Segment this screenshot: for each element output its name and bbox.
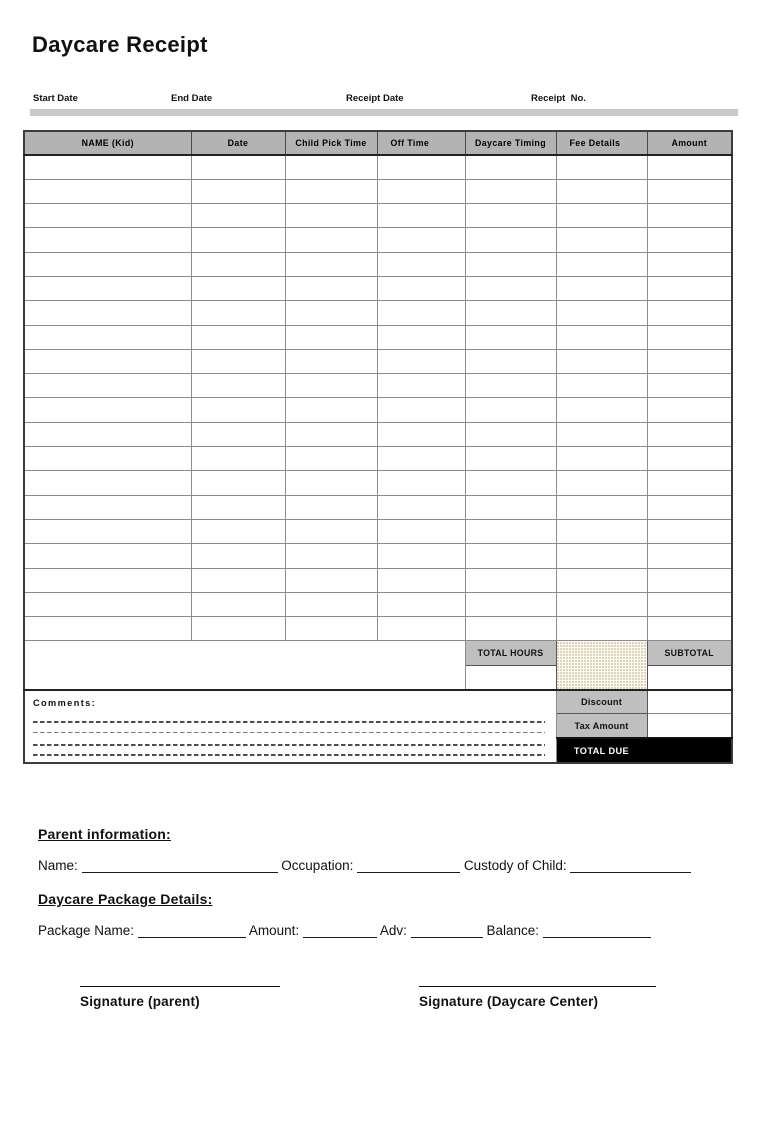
table-cell[interactable] (465, 592, 556, 616)
table-cell[interactable] (377, 301, 465, 325)
table-cell[interactable] (24, 568, 191, 592)
blank-area (24, 641, 465, 690)
table-cell[interactable] (465, 228, 556, 252)
table-cell[interactable] (556, 544, 647, 568)
table-row (24, 228, 732, 252)
adv-label: Adv: (379, 923, 407, 938)
table-header-row (24, 131, 732, 155)
table-cell[interactable] (285, 398, 377, 422)
receipt-date-label: Receipt Date (346, 93, 404, 104)
column-header-pick-time: Child Pick Time (285, 131, 377, 155)
table-cell[interactable] (24, 228, 191, 252)
signature-section (80, 986, 656, 1009)
table-cell[interactable] (465, 422, 556, 446)
parent-information-heading: Parent information: (38, 826, 171, 842)
table-cell[interactable] (191, 568, 285, 592)
table-cell[interactable] (285, 568, 377, 592)
table-cell[interactable] (647, 228, 732, 252)
table-cell[interactable] (647, 374, 732, 398)
table-cell[interactable] (24, 155, 191, 179)
table-cell[interactable] (556, 471, 647, 495)
column-header-off-time: Off Time (377, 131, 465, 155)
table-cell[interactable] (465, 155, 556, 179)
comments-cell[interactable] (24, 690, 556, 764)
table-row (24, 519, 732, 543)
meta-fields-row (0, 93, 762, 107)
table-cell[interactable] (191, 471, 285, 495)
table-cell[interactable] (377, 228, 465, 252)
table-cell[interactable] (377, 471, 465, 495)
table-cell[interactable] (377, 447, 465, 471)
table-cell[interactable] (191, 374, 285, 398)
table-cell[interactable] (647, 447, 732, 471)
discount-label-cell: Discount (556, 690, 647, 714)
table-cell[interactable] (556, 179, 647, 203)
custody-label: Custody of Child: (463, 858, 567, 873)
column-header-name: NAME (Kid) (24, 131, 191, 155)
table-cell[interactable] (377, 276, 465, 300)
table-cell[interactable] (377, 398, 465, 422)
table-cell[interactable] (24, 204, 191, 228)
column-header-date: Date (191, 131, 285, 155)
column-header-daycare-timing: Daycare Timing (465, 131, 556, 155)
table-cell[interactable] (465, 398, 556, 422)
table-row (24, 252, 732, 276)
table-cell[interactable] (377, 179, 465, 203)
tax-amount-value-cell[interactable] (647, 714, 732, 738)
amount-field[interactable] (303, 924, 377, 938)
table-cell[interactable] (556, 349, 647, 373)
table-cell[interactable] (377, 568, 465, 592)
table-cell[interactable] (24, 447, 191, 471)
table-cell[interactable] (377, 204, 465, 228)
table-cell[interactable] (377, 374, 465, 398)
table-cell[interactable] (556, 374, 647, 398)
table-cell[interactable] (377, 422, 465, 446)
total-hours-value-cell[interactable] (465, 665, 556, 689)
table-cell[interactable] (191, 447, 285, 471)
table-cell[interactable] (24, 179, 191, 203)
page-title: Daycare Receipt (32, 32, 208, 57)
total-hours-label-cell: TOTAL HOURS (465, 641, 556, 665)
amount-label: Amount: (248, 923, 300, 938)
table-row (24, 179, 732, 203)
table-cell[interactable] (191, 228, 285, 252)
table-cell[interactable] (24, 422, 191, 446)
table-cell[interactable] (285, 495, 377, 519)
custody-field[interactable] (570, 859, 691, 873)
subtotal-value-cell[interactable] (647, 665, 732, 689)
table-cell[interactable] (377, 617, 465, 641)
table-cell[interactable] (647, 252, 732, 276)
table-row (24, 276, 732, 300)
table-cell[interactable] (647, 155, 732, 179)
table-cell[interactable] (24, 276, 191, 300)
table-cell[interactable] (191, 301, 285, 325)
discount-row (24, 690, 732, 714)
table-cell[interactable] (24, 398, 191, 422)
table-cell[interactable] (191, 422, 285, 446)
table-cell[interactable] (377, 519, 465, 543)
table-cell[interactable] (556, 617, 647, 641)
table-row (24, 471, 732, 495)
table-cell[interactable] (556, 228, 647, 252)
receipt-no-label: Receipt No. (531, 93, 586, 104)
table-cell[interactable] (647, 325, 732, 349)
table-cell[interactable] (647, 301, 732, 325)
table-cell[interactable] (191, 544, 285, 568)
table-cell[interactable] (647, 179, 732, 203)
parent-info-row (38, 858, 691, 873)
table-cell[interactable] (647, 204, 732, 228)
table-row (24, 398, 732, 422)
table-cell[interactable] (191, 179, 285, 203)
table-cell[interactable] (465, 495, 556, 519)
table-cell[interactable] (647, 398, 732, 422)
table-cell[interactable] (647, 592, 732, 616)
table-cell[interactable] (647, 544, 732, 568)
table-row (24, 617, 732, 641)
table-cell[interactable] (556, 204, 647, 228)
table-cell[interactable] (191, 252, 285, 276)
daycare-package-heading: Daycare Package Details: (38, 891, 213, 907)
table-cell[interactable] (377, 592, 465, 616)
table-cell[interactable] (285, 252, 377, 276)
package-name-field[interactable] (138, 924, 246, 938)
name-field[interactable] (82, 859, 278, 873)
total-due-value-cell[interactable] (647, 738, 732, 763)
totals-body (24, 641, 732, 763)
table-cell[interactable] (191, 592, 285, 616)
table-cell[interactable] (377, 155, 465, 179)
total-hours-row (24, 641, 732, 665)
table-cell[interactable] (647, 276, 732, 300)
table-cell[interactable] (556, 155, 647, 179)
daycare-signature-block (419, 986, 656, 1009)
table-cell[interactable] (191, 325, 285, 349)
comments-line (33, 744, 545, 746)
table-cell[interactable] (465, 349, 556, 373)
daycare-signature-line[interactable] (419, 986, 656, 987)
table-cell[interactable] (556, 568, 647, 592)
meta-underline-bar (30, 109, 738, 116)
table-row (24, 155, 732, 179)
table-cell[interactable] (285, 447, 377, 471)
empty-rows-body (24, 155, 732, 641)
adv-field[interactable] (411, 924, 483, 938)
table-cell[interactable] (556, 252, 647, 276)
table-row (24, 374, 732, 398)
table-cell[interactable] (285, 544, 377, 568)
table-cell[interactable] (377, 349, 465, 373)
table-row (24, 568, 732, 592)
table-row (24, 495, 732, 519)
table-cell[interactable] (285, 228, 377, 252)
table-cell[interactable] (647, 568, 732, 592)
shaded-dotted-cell (556, 641, 647, 690)
table-cell[interactable] (285, 204, 377, 228)
comments-line (33, 754, 545, 756)
discount-value-cell[interactable] (647, 690, 732, 714)
receipt-table (23, 130, 733, 764)
table-cell[interactable] (285, 276, 377, 300)
table-row (24, 422, 732, 446)
table-cell[interactable] (465, 471, 556, 495)
table-cell[interactable] (24, 325, 191, 349)
parent-signature-label: Signature (parent) (80, 994, 200, 1009)
table-cell[interactable] (285, 301, 377, 325)
table-cell[interactable] (285, 519, 377, 543)
table-cell[interactable] (191, 398, 285, 422)
table-cell[interactable] (465, 179, 556, 203)
table-cell[interactable] (465, 325, 556, 349)
balance-field[interactable] (543, 924, 651, 938)
table-cell[interactable] (465, 519, 556, 543)
table-row (24, 592, 732, 616)
table-row (24, 349, 732, 373)
table-cell[interactable] (377, 325, 465, 349)
start-date-label: Start Date (33, 93, 78, 104)
table-cell[interactable] (285, 592, 377, 616)
table-cell[interactable] (556, 422, 647, 446)
table-cell[interactable] (24, 592, 191, 616)
table-cell[interactable] (556, 276, 647, 300)
package-name-label: Package Name: (38, 923, 135, 938)
table-cell[interactable] (647, 349, 732, 373)
table-cell[interactable] (285, 155, 377, 179)
table-cell[interactable] (285, 374, 377, 398)
table-cell[interactable] (24, 519, 191, 543)
parent-signature-line[interactable] (80, 986, 280, 987)
parent-signature-block (80, 986, 280, 1009)
table-cell[interactable] (377, 495, 465, 519)
table-cell[interactable] (285, 179, 377, 203)
table-cell[interactable] (377, 544, 465, 568)
table-row (24, 301, 732, 325)
table-cell[interactable] (465, 544, 556, 568)
table-cell[interactable] (465, 568, 556, 592)
table-row (24, 325, 732, 349)
table-cell[interactable] (465, 252, 556, 276)
table-cell[interactable] (647, 617, 732, 641)
table-cell[interactable] (556, 447, 647, 471)
table-cell[interactable] (285, 325, 377, 349)
name-label: Name: (38, 858, 78, 873)
tax-amount-label-cell: Tax Amount (556, 714, 647, 738)
table-cell[interactable] (24, 301, 191, 325)
table-cell[interactable] (556, 495, 647, 519)
table-cell[interactable] (465, 301, 556, 325)
occupation-label: Occupation: (281, 858, 354, 873)
table-row (24, 447, 732, 471)
table-cell[interactable] (465, 204, 556, 228)
table-cell[interactable] (285, 422, 377, 446)
comments-line (33, 721, 545, 723)
table-cell[interactable] (24, 374, 191, 398)
table-row (24, 544, 732, 568)
balance-label: Balance: (486, 923, 539, 938)
total-due-label-cell: TOTAL DUE (556, 738, 647, 763)
table-cell[interactable] (647, 471, 732, 495)
comments-line (33, 732, 545, 733)
table-cell[interactable] (24, 252, 191, 276)
column-header-fee-details: Fee Details (556, 131, 647, 155)
end-date-label: End Date (171, 93, 213, 104)
table-cell[interactable] (24, 495, 191, 519)
table-cell[interactable] (556, 398, 647, 422)
daycare-signature-label: Signature (Daycare Center) (419, 994, 599, 1009)
table-cell[interactable] (556, 325, 647, 349)
table-cell[interactable] (377, 252, 465, 276)
table-cell[interactable] (24, 617, 191, 641)
table-cell[interactable] (191, 349, 285, 373)
table-cell[interactable] (191, 204, 285, 228)
table-cell[interactable] (191, 155, 285, 179)
table-cell[interactable] (285, 617, 377, 641)
table-cell[interactable] (191, 276, 285, 300)
table-cell[interactable] (647, 422, 732, 446)
subtotal-label-cell: SUBTOTAL (647, 641, 732, 665)
table-cell[interactable] (285, 471, 377, 495)
table-cell[interactable] (465, 617, 556, 641)
table-cell[interactable] (556, 301, 647, 325)
table-cell[interactable] (191, 495, 285, 519)
table-cell[interactable] (191, 519, 285, 543)
comments-label: Comments: (33, 697, 97, 708)
table-cell[interactable] (191, 617, 285, 641)
table-cell[interactable] (556, 519, 647, 543)
table-row (24, 204, 732, 228)
table-cell[interactable] (24, 471, 191, 495)
table-cell[interactable] (465, 447, 556, 471)
table-cell[interactable] (647, 495, 732, 519)
table-cell[interactable] (24, 544, 191, 568)
column-header-amount: Amount (647, 131, 732, 155)
table-cell[interactable] (556, 592, 647, 616)
table-cell[interactable] (465, 276, 556, 300)
occupation-field[interactable] (357, 859, 460, 873)
table-cell[interactable] (24, 349, 191, 373)
package-details-row (38, 923, 651, 938)
table-cell[interactable] (465, 374, 556, 398)
table-cell[interactable] (285, 349, 377, 373)
table-cell[interactable] (647, 519, 732, 543)
